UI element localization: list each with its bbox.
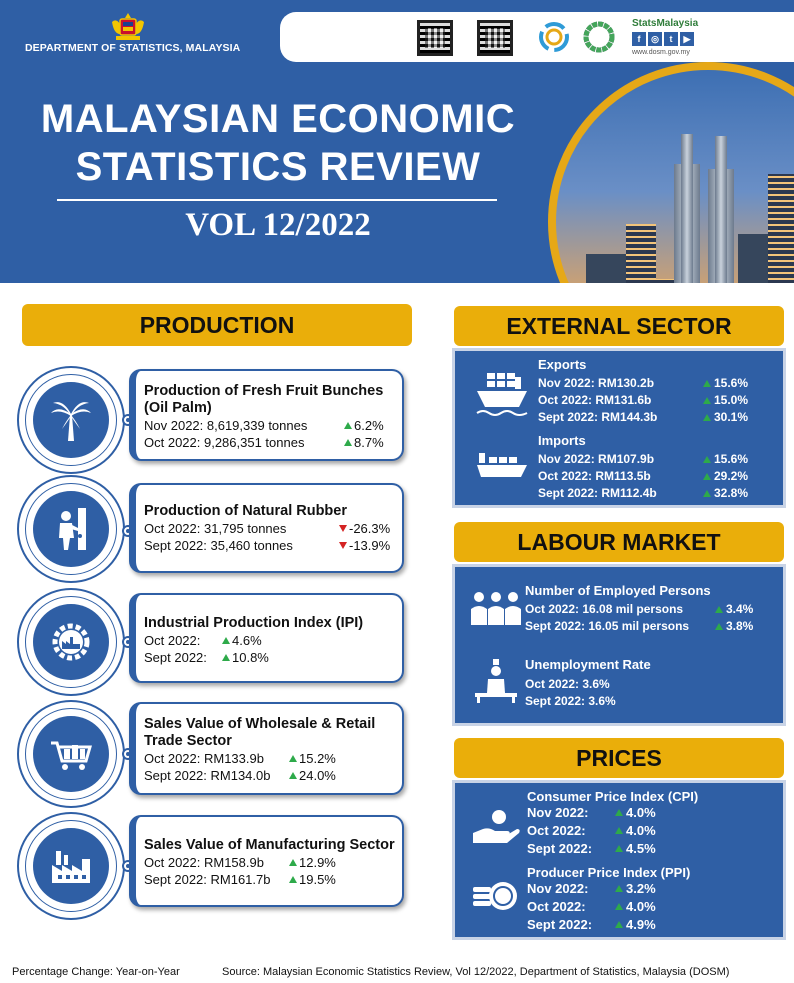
malaysia-coat-of-arms-icon — [108, 12, 148, 42]
production-card — [129, 815, 404, 907]
data-row: Oct 2022: 4.6% — [144, 633, 262, 648]
data-row: Oct 2022: 9,286,351 tonnes 8.7% — [144, 435, 384, 450]
rubber-tapper-icon — [48, 506, 94, 552]
data-row: Sept 2022: 10.8% — [144, 650, 269, 665]
production-item-manufacturing — [0, 812, 420, 922]
social-icons — [632, 32, 694, 46]
increase-arrow-icon — [703, 380, 711, 387]
data-row: Nov 2022: 8,619,339 tonnes 6.2% — [144, 418, 384, 433]
data-row: Sept 2022: 35,460 tonnes -13.9% — [144, 538, 391, 553]
data-row: Oct 2022: RM158.9b 12.9% — [144, 855, 336, 870]
increase-arrow-icon — [222, 637, 230, 644]
facebook-icon[interactable]: f — [632, 32, 646, 46]
data-row: Oct 2022: 31,795 tonnes -26.3% — [144, 521, 391, 536]
data-row: Sept 2022: RM134.0b 24.0% — [144, 768, 336, 783]
increase-arrow-icon — [615, 845, 623, 852]
volume-label: VOL 12/2022 — [185, 207, 371, 243]
title-divider — [57, 199, 497, 201]
website-url[interactable]: www.dosm.gov.my — [632, 49, 690, 56]
production-item-ipi — [0, 588, 420, 698]
increase-arrow-icon — [615, 903, 623, 910]
prices-heading: PRICES — [454, 738, 784, 778]
unemployment-rate-label: Unemployment Rate — [525, 657, 651, 672]
cargo-ship-icon — [475, 369, 529, 419]
card-title: Production of Fresh Fruit Bunches (Oil Palm) — [144, 383, 384, 416]
increase-arrow-icon — [715, 606, 723, 613]
palm-tree-icon — [48, 397, 94, 443]
increase-arrow-icon — [289, 859, 297, 866]
increase-arrow-icon — [703, 414, 711, 421]
increase-arrow-icon — [615, 827, 623, 834]
title-line-2: STATISTICS REVIEW — [75, 145, 481, 189]
increase-arrow-icon — [615, 921, 623, 928]
production-card — [129, 593, 404, 683]
exports-label: Exports — [538, 357, 587, 372]
increase-arrow-icon — [344, 439, 352, 446]
qr-code-icon — [417, 20, 453, 56]
shopping-cart-icon — [48, 731, 94, 777]
labour-market-heading: LABOUR MARKET — [454, 522, 784, 562]
production-item-fresh-fruit-bunches — [0, 366, 420, 476]
sdg-wheel-icon — [583, 21, 615, 53]
card-title: Industrial Production Index (IPI) — [144, 615, 364, 631]
increase-arrow-icon — [289, 755, 297, 762]
increase-arrow-icon — [289, 876, 297, 883]
labour-market-panel: Number of Employed Persons Oct 2022: 16.08 mil persons 3.4% Sept 2022: 16.05 mil persons 3.8% Unemployment Rate Oct 2022: 3.6% Sept 2022: 3.6% — [452, 564, 786, 726]
external-sector-heading: EXTERNAL SECTOR — [454, 306, 784, 346]
decrease-arrow-icon — [339, 542, 347, 549]
department-name: DEPARTMENT OF STATISTICS, MALAYSIA — [25, 42, 241, 54]
percentage-change-note: Percentage Change: Year-on-Year — [12, 966, 180, 978]
production-item-wholesale-retail — [0, 700, 420, 810]
increase-arrow-icon — [615, 809, 623, 816]
production-card — [129, 483, 404, 573]
increase-arrow-icon — [615, 885, 623, 892]
increase-arrow-icon — [344, 422, 352, 429]
employed-persons-label: Number of Employed Persons — [525, 583, 711, 598]
twitter-icon[interactable]: t — [664, 32, 678, 46]
increase-arrow-icon — [703, 397, 711, 404]
data-row: Sept 2022: RM161.7b 19.5% — [144, 872, 336, 887]
ppi-label: Producer Price Index (PPI) — [527, 865, 691, 880]
factory-icon — [48, 843, 94, 889]
kuala-lumpur-skyline-image — [548, 62, 794, 283]
dosm-logo-icon — [538, 21, 570, 53]
increase-arrow-icon — [703, 473, 711, 480]
production-card — [129, 369, 404, 461]
card-title: Production of Natural Rubber — [144, 503, 347, 519]
production-heading: PRODUCTION — [22, 304, 412, 346]
qr-code-icon — [477, 20, 513, 56]
hand-coin-icon — [471, 809, 521, 845]
coin-stack-icon — [471, 879, 521, 913]
source-note: Source: Malaysian Economic Statistics Review, Vol 12/2022, Department of Statistics, Malaysia (DOSM) — [222, 966, 730, 978]
card-title: Sales Value of Wholesale & Retail Trade Sector — [144, 716, 376, 749]
employed-persons-icon — [469, 589, 523, 629]
prices-panel: Consumer Price Index (CPI) Nov 2022: 4.0% Oct 2022: 4.0% Sept 2022: 4.5% Producer Price Index (PPI) Nov 2022: 3.2% Oct 2022: 4.0% Sept 2022: 4.9% — [452, 780, 786, 940]
unemployed-person-icon — [471, 659, 521, 703]
increase-arrow-icon — [703, 456, 711, 463]
header-banner — [0, 0, 794, 283]
page-title — [28, 95, 528, 191]
cpi-label: Consumer Price Index (CPI) — [527, 789, 699, 804]
external-sector-panel: Exports Nov 2022: RM130.2b 15.6% Oct 2022: RM131.6b 15.0% Sept 2022: RM144.3b 30.1% Imports Nov 2022: RM107.9b 15.6% Oct 2022: RM113.5b 29.2% Sept 2022: RM112.4b 32.8% — [452, 348, 786, 508]
increase-arrow-icon — [222, 654, 230, 661]
increase-arrow-icon — [289, 772, 297, 779]
decrease-arrow-icon — [339, 525, 347, 532]
imports-label: Imports — [538, 433, 586, 448]
production-item-natural-rubber — [0, 475, 420, 585]
youtube-icon[interactable]: ▶ — [680, 32, 694, 46]
data-row: Oct 2022: RM133.9b 15.2% — [144, 751, 336, 766]
card-title: Sales Value of Manufacturing Sector — [144, 837, 395, 853]
title-line-1: MALAYSIAN ECONOMIC — [40, 97, 516, 141]
container-ship-icon — [475, 451, 529, 483]
instagram-icon[interactable]: ◎ — [648, 32, 662, 46]
industry-gear-icon — [48, 619, 94, 665]
stats-malaysia-label: StatsMalaysia — [632, 18, 699, 29]
increase-arrow-icon — [715, 623, 723, 630]
logo-bar — [280, 12, 794, 62]
production-card — [129, 702, 404, 795]
increase-arrow-icon — [703, 490, 711, 497]
